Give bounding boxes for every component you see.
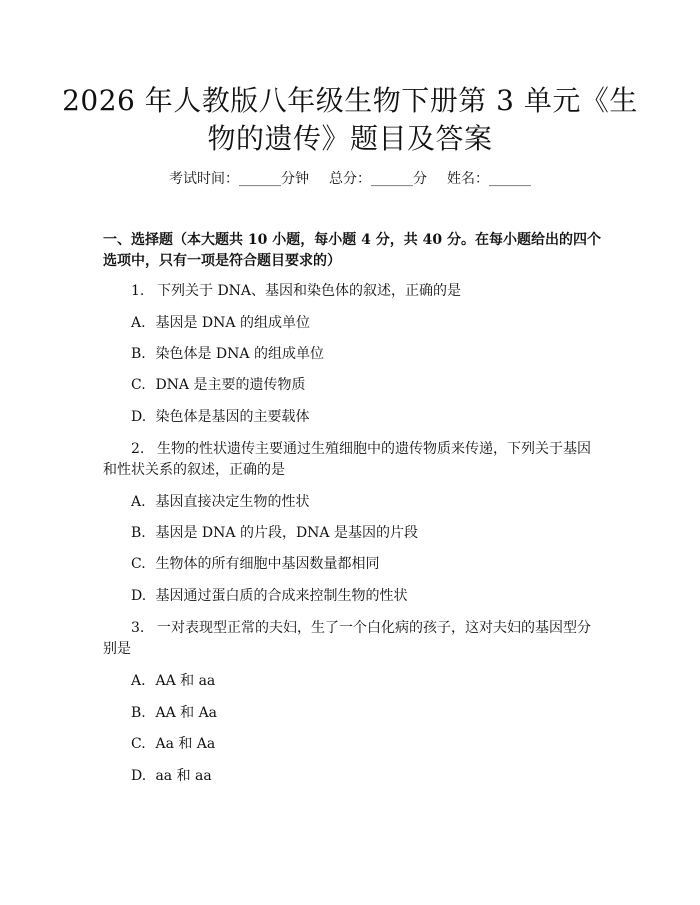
option-text: Aa 和 Aa: [155, 736, 216, 752]
question-3-option-a: [131, 671, 591, 692]
title-line-2: 物的遗传》题目及答案: [207, 122, 493, 155]
option-text: 基因是 DNA 的组成单位: [155, 315, 310, 331]
option-label: D.: [131, 768, 147, 784]
option-label: D.: [131, 409, 147, 425]
question-number: 2.: [131, 441, 145, 457]
option-label: A.: [131, 494, 146, 510]
question-1-option-d: [131, 407, 591, 428]
question-1: [103, 281, 603, 302]
question-number: 3.: [131, 620, 145, 636]
question-3-option-d: [131, 766, 591, 787]
document-title: [60, 82, 640, 158]
question-stem: 一对表现型正常的夫妇，生了一个白化病的孩子，这对夫妇的基因型分别是: [103, 620, 591, 657]
option-text: 基因通过蛋白质的合成来控制生物的性状: [155, 588, 408, 604]
option-label: C.: [131, 556, 146, 572]
option-label: A.: [131, 673, 146, 689]
question-1-option-c: [131, 375, 591, 396]
option-label: C.: [131, 736, 146, 752]
question-2-option-d: [131, 586, 591, 607]
question-1-option-a: [131, 313, 591, 334]
option-text: 基因是 DNA 的片段，DNA 是基因的片段: [155, 525, 418, 541]
exam-info-line: [0, 168, 700, 188]
question-2-option-a: [131, 492, 591, 513]
exam-time-field: 考试时间：______分钟: [169, 171, 309, 187]
question-3-option-b: [131, 703, 591, 724]
question-3: [103, 618, 603, 660]
question-stem: 下列关于 DNA、基因和染色体的叙述，正确的是: [157, 283, 462, 299]
option-text: AA 和 Aa: [155, 705, 218, 721]
option-text: 生物体的所有细胞中基因数量都相同: [155, 556, 380, 572]
section-heading: 一、选择题（本大题共 10 小题，每小题 4 分，共 40 分。在每小题给出的四个选项中，只有一项是符合题目要求的）: [103, 232, 601, 269]
option-label: A.: [131, 315, 146, 331]
option-text: 基因直接决定生物的性状: [155, 494, 310, 510]
question-1-option-b: [131, 344, 591, 365]
option-label: B.: [131, 346, 146, 362]
option-text: 染色体是 DNA 的组成单位: [155, 346, 324, 362]
question-2-option-b: [131, 523, 591, 544]
option-label: B.: [131, 525, 146, 541]
title-line-1: 2026 年人教版八年级生物下册第 3 单元《生: [62, 84, 638, 117]
option-label: C.: [131, 377, 146, 393]
name-field: 姓名：______: [447, 171, 531, 187]
question-number: 1.: [131, 283, 145, 299]
option-label: D.: [131, 588, 147, 604]
option-label: B.: [131, 705, 146, 721]
question-stem: 生物的性状遗传主要通过生殖细胞中的遗传物质来传递，下列关于基因和性状关系的叙述，正确的是: [103, 441, 591, 478]
option-text: 染色体是基因的主要载体: [155, 409, 310, 425]
question-3-option-c: [131, 734, 591, 755]
question-2-option-c: [131, 554, 591, 575]
option-text: DNA 是主要的遗传物质: [155, 377, 306, 393]
option-text: AA 和 aa: [155, 673, 216, 689]
question-2: [103, 439, 603, 481]
option-text: aa 和 aa: [155, 768, 212, 784]
total-score-field: 总分：______分: [329, 171, 427, 187]
